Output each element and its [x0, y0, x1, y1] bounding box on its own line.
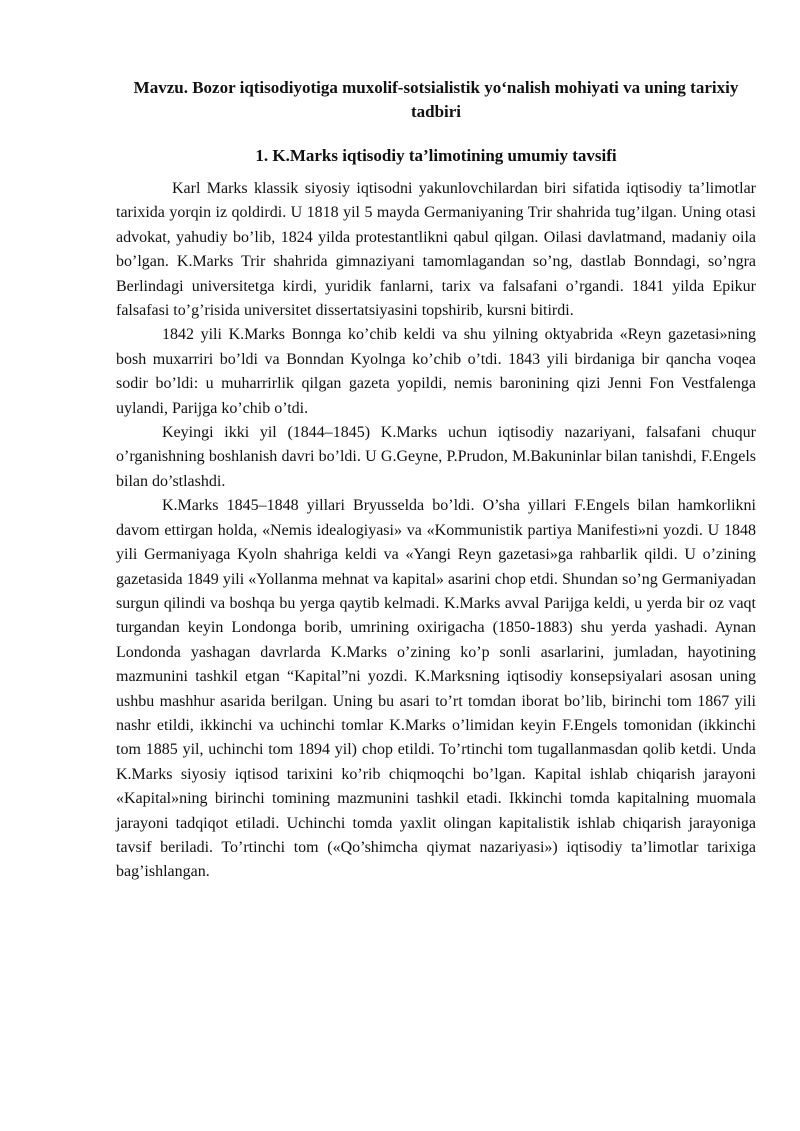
document-title: Mavzu. Bozor iqtisodiyotiga muxolif-sotsialistik yo‘nalish mohiyati va uning tarixiy tadbiri: [133, 78, 739, 121]
paragraph-3: Keyingi ikki yil (1844–1845) K.Marks uchun iqtisodiy nazariyani, falsafani chuqur o’rganishning boshlanish davri bo’ldi. U G.Geyne, P.Prudon, M.Bakuninlar bilan tanishdi, F.Engels bilan do’stlashdi.: [116, 424, 756, 490]
paragraph-2: 1842 yili K.Marks Bonnga ko’chib keldi va shu yilning oktyabrida «Reyn gazetasi»ning bosh muxarriri bo’ldi va Bonndan Kyolnga ko’chib o’tdi. 1843 yili birdaniga bir qancha voqea sodir bo’ldi: u muharrirlik qilgan gazeta yopildi, nemis baronining qizi Jenni Fon Vestfalenga uylandi, Parijga ko’chib o’tdi.: [116, 326, 756, 417]
paragraph-4: K.Marks 1845–1848 yillari Bryusselda bo’ldi. O’sha yillari F.Engels bilan hamkorlikni davom ettirgan holda, «Nemis idealogiyasi» va «Kommunistik partiya Manifesti»ni yozdi. U 1848 yili Germaniyaga Kyoln shahriga keldi va «Yangi Reyn gazetasi»ga rahbarlik qildi. U o’zining gazetasida 1849 yili «Yollanma mehnat va kapital» asarini chop etdi. Shundan so’ng Germaniyadan surgun qilindi va boshqa bu yerga qaytib kelmadi. K.Marks avval Parijga keldi, u yerda bir oz vaqt turgandan keyin Londonga borib, umrining oxirigacha (1850-1883) shu yerda yashadi. Aynan Londonda yashagan davrlarda K.Marks o’zining ko’p sonli asarlarini, jumladan, hayotining mazmunini tashkil etgan “Kapital”ni yozdi. K.Marksning iqtisodiy konsepsiyalari asosan uning ushbu mashhur asarida berilgan. Uning bu asari to’rt tomdan iborat bo’lib, birinchi tom 1867 yili nashr etildi, ikkinchi va uchinchi tomlar K.Marks o’limidan keyin F.Engels tomonidan (ikkinchi tom 1885 yil, uchinchi tom 1894 yil) chop etildi. To’rtinchi tom tugallanmasdan qolib ketdi. Unda K.Marks siyosiy iqtisod tarixini ko’rib chiqmoqchi bo’lgan. Kapital ishlab chiqarish jarayoni «Kapital»ning birinchi tomining mazmunini tashkil etadi. Ikkinchi tomda kapitalning muomala jarayoni tadqiqot etiladi. Uchinchi tomda yaxlit olingan kapitalistik ishlab chiqarish jarayoniga tavsif beriladi. To’rtinchi tom («Qo’shimcha qiymat nazariyasi») iqtisodiy ta’limotlar tarixiga bag’ishlangan.: [116, 497, 756, 881]
section-heading: 1. K.Marks iqtisodiy ta’limotining umumiy tavsifi: [255, 146, 617, 165]
paragraph-1: Karl Marks klassik siyosiy iqtisodni yakunlovchilardan biri sifatida iqtisodiy ta’limotlar tarixida yorqin iz qoldirdi. U 1818 yil 5 mayda Germaniyaning Trir shahrida tug’ilgan. Uning otasi advokat, yahudiy bo’lib, 1824 yilda protestantlikni qabul qilgan. Oilasi davlatmand, madaniy oila bo’lgan. K.Marks Trir shahrida gimnaziyani tamomlagandan so’ng, dastlab Bonndagi, so’ngra Berlindagi universitetga kirdi, yuridik fanlarni, tarix va falsafani o’rgandi. 1841 yilda Epikur falsafasi to’g’risida universitet dissertatsiyasini topshirib, kursni bitirdi.: [116, 180, 756, 320]
document-page: [116, 76, 756, 885]
